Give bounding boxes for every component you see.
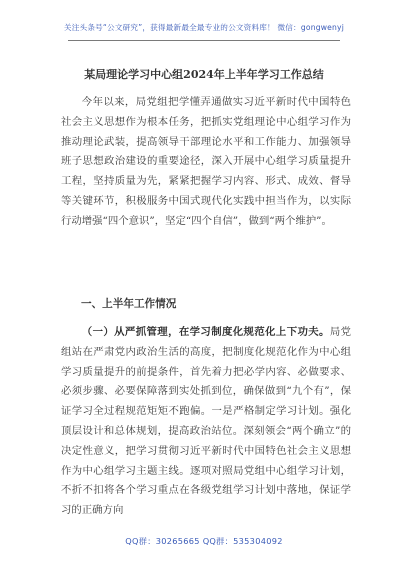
footer-contact-text: QQ群：30265665 QQ群：535304092 [125, 536, 283, 546]
header-divider [68, 40, 340, 41]
subsection-lead: （一）从严抓管理，在学习制度化规范化上下功夫。 [81, 326, 330, 338]
intro-paragraph: 今年以来，局党组把学懂弄通做实习近平新时代中国特色社会主义思想作为根本任务，把抓实党组理论中心组学习作为推动理论武装，提高领导干部理论水平和工作能力、加强领导班子思想政治建设的重要途径，深入开展中心组学习质量提升工程，坚持质量为先，紧紧把握学习内容、形式、成效、督导等关键环节，积极服务中国式现代化实践中担当作为，以实际行动增强“四个意识”，坚定“四个自信”，做到“两个维护”。 [61, 96, 351, 227]
section-heading: 一、上半年工作情况 [81, 298, 177, 310]
subsection-body: 局党组站在严肃党内政治生活的高度，把制度化规范化作为中心组学习质量提升的前提条件，首先着力把必学内容、必做要求、必须步骤、必要保障落到实处抓到位，确保做到“九个有”，保证学习全过程规范矩矩不跑偏。一是严格制定学习计划。强化顶层设计和总体规划，提高政治站位。深刻领会“两个确立”的决定性意义，把学习贯彻习近平新时代中国特色社会主义思想作为中心组学习主题主线。逐项对照局党组中心组学习计划，不折不扣将各个学习重点在各级党组学习计划中落地，保证学习的正确方向 [61, 326, 352, 517]
header-promo-text: 关注头条号“公文研究”，获得最新最全最专业的公文资料库！ 微信：gongwenyj [63, 23, 345, 32]
subsection-paragraph [61, 323, 351, 521]
document-title: 某局理论学习中心组2024年上半年学习工作总结 [84, 68, 324, 81]
